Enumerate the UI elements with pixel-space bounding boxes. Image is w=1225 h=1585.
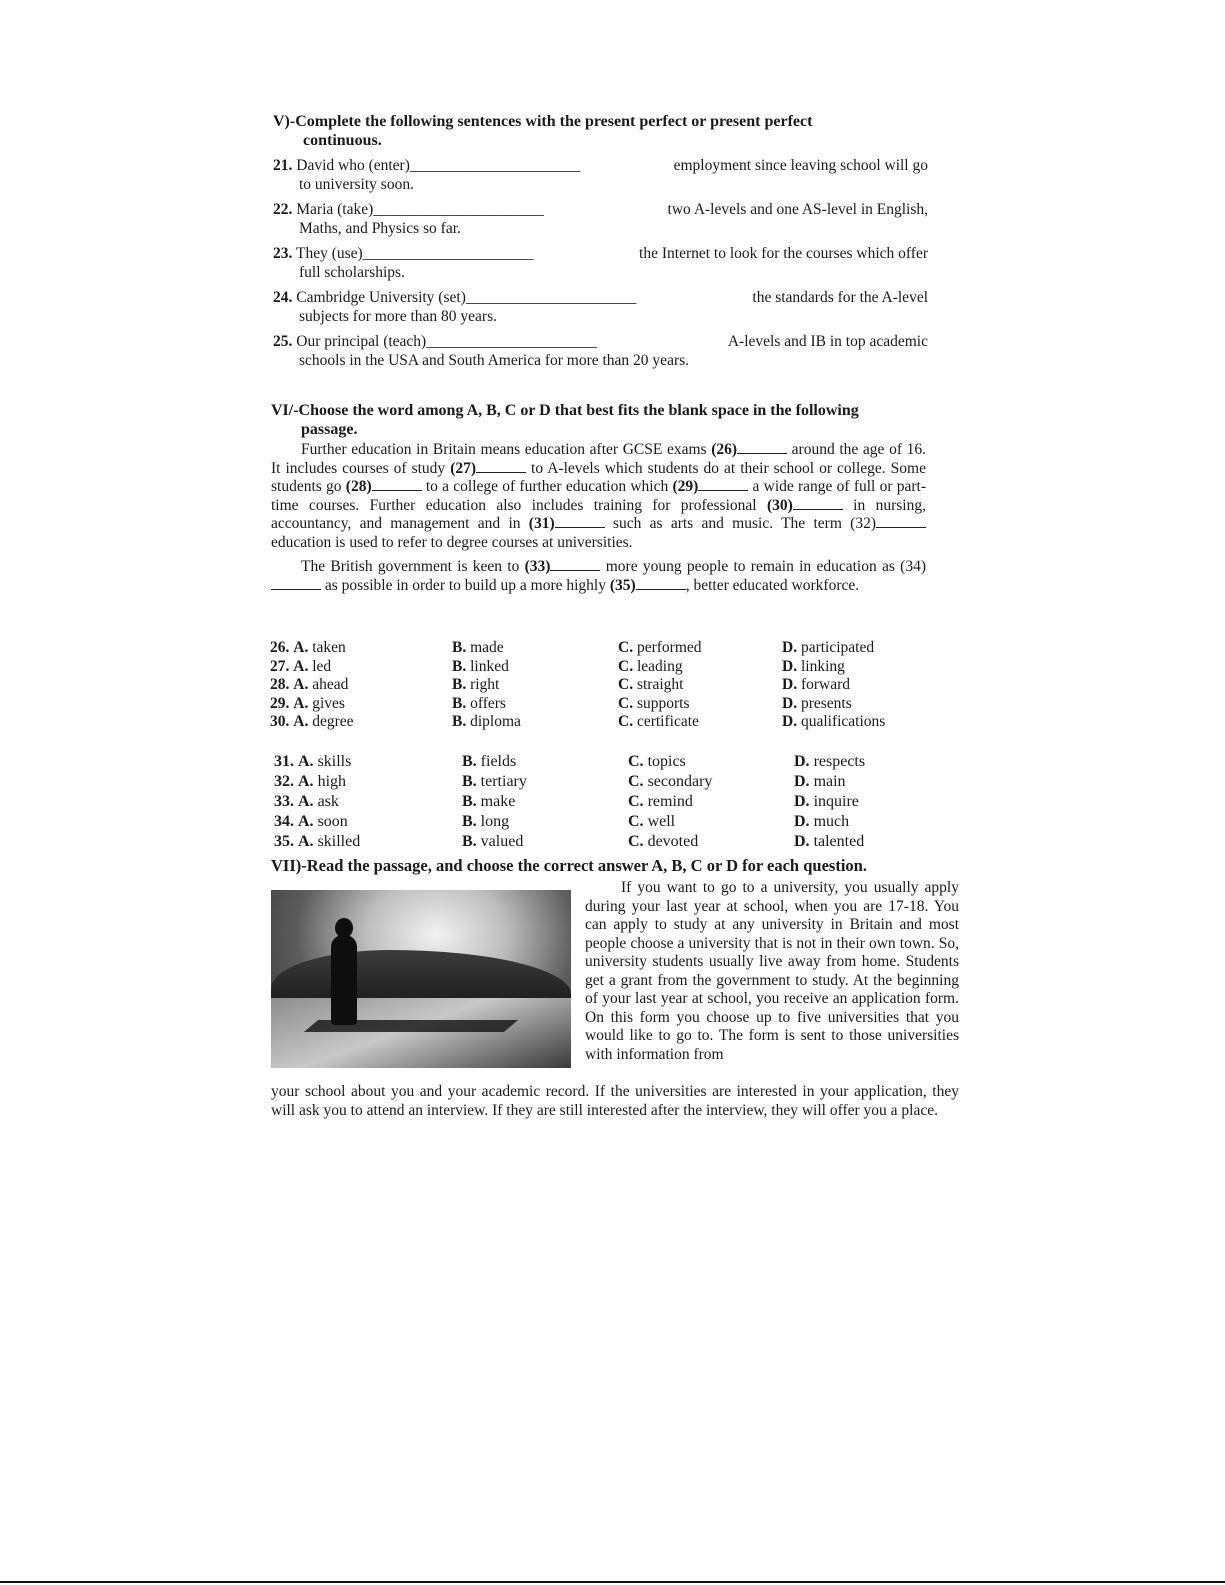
option-letter: A.	[298, 793, 314, 810]
section-vi-title	[271, 401, 926, 439]
section-v-title-line1: V)-Complete the following sentences with the present perfect or present perfect	[273, 113, 813, 130]
option-text: A. high	[298, 773, 347, 790]
option-a[interactable]	[270, 658, 452, 677]
option-text: A. led	[293, 657, 332, 675]
option-b[interactable]	[452, 713, 618, 732]
blank-label-26: (26)	[711, 441, 738, 458]
sentence-line	[273, 288, 928, 307]
options-table-31-35	[274, 753, 865, 853]
blank-34[interactable]	[271, 577, 321, 590]
option-letter: B.	[462, 833, 477, 850]
blank-label-32: (32)	[850, 515, 876, 532]
passage-text: in nursing, accountancy, and management and in	[271, 496, 926, 532]
passage-paragraph-1	[271, 441, 926, 552]
options-group-31-35	[274, 753, 865, 853]
option-c[interactable]	[618, 658, 782, 677]
option-letter: D.	[794, 813, 810, 830]
section-vii-heading: VII)-Read the passage, and choose the correct answer A, B, C or D for each question.	[271, 856, 867, 875]
option-b[interactable]	[452, 639, 618, 658]
sentence-rest: A-levels and IB in top academic	[727, 333, 928, 350]
sentence-line	[273, 332, 928, 351]
option-text: C. remind	[628, 793, 693, 810]
passage-text: to A-levels which students do at their school or college. Some students go	[271, 459, 926, 495]
option-letter: D.	[794, 833, 810, 850]
photo-walker	[331, 935, 357, 1025]
option-row	[270, 676, 885, 695]
section-vi-title-line2: passage.	[301, 421, 358, 438]
section-v-items	[273, 156, 928, 370]
option-row	[274, 813, 865, 833]
sentence-continuation: schools in the USA and South America for more than 20 years.	[299, 352, 690, 369]
sentence-continuation: full scholarships.	[299, 264, 405, 281]
passage-text: more young people to remain in education as	[600, 558, 901, 575]
option-b[interactable]	[462, 753, 628, 773]
option-text: A. skills	[298, 753, 352, 770]
option-text: D. main	[794, 773, 846, 790]
sentence-line	[273, 200, 928, 219]
blank-33[interactable]	[550, 558, 600, 571]
option-text: D. respects	[794, 753, 866, 770]
item-number: 22.	[273, 201, 293, 218]
blank-31[interactable]	[555, 515, 605, 528]
blank-label-35: (35)	[609, 576, 636, 594]
option-b[interactable]	[452, 676, 618, 695]
option-a[interactable]	[274, 833, 462, 853]
student-walking-photo	[271, 890, 571, 1068]
option-letter: D.	[782, 694, 798, 712]
question-number: 35.	[274, 833, 294, 850]
reading-side-text	[585, 879, 959, 1064]
option-d[interactable]	[794, 753, 865, 773]
option-c[interactable]	[628, 793, 794, 813]
option-a[interactable]	[270, 639, 452, 658]
reading-paragraph-part1: If you want to go to a university, you usually apply during your last year at school, when you are 17-18. You can apply to study at any university in Britain and most people choose a university that is not in their own town. So, university students usually live away from home. Students get a grant from the government to study. At the beginning of your last year at school, you receive an application form. On this form you choose up to five universities that you would like to go to. The form is sent to those universities with information from	[585, 879, 959, 1063]
passage-text: , better educated workforce.	[685, 576, 860, 594]
question-number: 26.	[270, 639, 290, 656]
item-number: 21.	[273, 157, 293, 174]
option-letter: C.	[628, 793, 644, 810]
option-b[interactable]	[462, 793, 628, 813]
option-text: B. fields	[462, 753, 517, 770]
sentence-item	[273, 332, 928, 370]
option-letter: D.	[782, 657, 798, 675]
option-row	[270, 695, 885, 714]
option-text: D. much	[794, 813, 850, 830]
blank-label-29: (29)	[672, 478, 699, 495]
option-letter: D.	[794, 753, 810, 770]
sentence-rest: the Internet to look for the courses which offer	[639, 245, 928, 262]
option-text: C. well	[628, 813, 676, 830]
option-letter: A.	[293, 713, 309, 730]
sentence-line	[273, 156, 928, 175]
question-number: 27.	[270, 657, 290, 675]
option-letter: B.	[462, 753, 477, 770]
section-v	[273, 112, 928, 370]
blank-27[interactable]	[476, 460, 526, 473]
passage-text: a wide range of full or part-time courses. Further education also includes training for professional	[271, 478, 926, 514]
option-letter: A.	[293, 639, 309, 656]
option-text: A. degree	[293, 713, 354, 730]
sentence-continuation: to university soon.	[299, 176, 414, 193]
option-row	[274, 773, 865, 793]
blank-label-28: (28)	[345, 478, 372, 495]
option-letter: A.	[298, 773, 314, 790]
reading-paragraph-part2: your school about you and your academic record. If the universities are interested in your application, they will ask you to attend an interview. If they are still interested after the interview, they will offer you a place.	[271, 1083, 959, 1119]
option-letter: D.	[794, 773, 810, 790]
option-c[interactable]	[618, 713, 782, 732]
option-text: D. participated	[782, 639, 875, 656]
option-a[interactable]	[274, 753, 462, 773]
option-letter: C.	[628, 773, 644, 790]
option-b[interactable]	[452, 658, 618, 677]
option-d[interactable]	[794, 833, 865, 853]
section-vi-title-line1: VI/-Choose the word among A, B, C or D that best fits the blank space in the following	[271, 402, 859, 419]
option-d[interactable]	[794, 773, 865, 793]
passage-text: education is used to refer to degree courses at universities.	[271, 533, 633, 551]
option-d[interactable]	[782, 639, 885, 658]
option-text: C. secondary	[628, 773, 713, 790]
option-text: B. valued	[462, 833, 524, 850]
reading-bottom-text	[271, 1083, 959, 1120]
sentence-item	[273, 288, 928, 326]
option-letter: C.	[618, 657, 634, 675]
option-letter: A.	[293, 694, 309, 712]
option-c[interactable]	[628, 833, 794, 853]
option-text: D. presents	[782, 694, 852, 712]
option-row	[274, 753, 865, 773]
sentence-continuation: subjects for more than 80 years.	[299, 308, 497, 325]
option-row	[274, 793, 865, 813]
option-letter: D.	[782, 713, 798, 730]
option-row	[270, 658, 885, 677]
option-letter: C.	[618, 694, 634, 712]
option-text: B. made	[452, 639, 504, 656]
option-text: C. devoted	[628, 833, 699, 850]
option-letter: D.	[794, 793, 810, 810]
sentence-rest: two A-levels and one AS-level in English,	[667, 201, 928, 218]
item-number: 25.	[273, 333, 293, 350]
option-text: B. tertiary	[462, 773, 527, 790]
option-b[interactable]	[462, 833, 628, 853]
option-letter: B.	[462, 773, 477, 790]
option-letter: B.	[462, 813, 477, 830]
option-letter: A.	[298, 753, 314, 770]
sentence-item	[273, 156, 928, 194]
option-text: C. supports	[618, 694, 690, 712]
option-text: B. offers	[452, 694, 506, 712]
sentence-prompt: Maria (take)______________________	[296, 201, 544, 218]
option-text: A. ask	[298, 793, 339, 810]
option-text: A. ahead	[293, 676, 349, 693]
option-c[interactable]	[628, 753, 794, 773]
sentence-item	[273, 200, 928, 238]
option-row	[274, 833, 865, 853]
option-b[interactable]	[452, 695, 618, 714]
question-number: 30.	[270, 713, 290, 730]
option-d[interactable]	[794, 793, 865, 813]
option-a[interactable]	[270, 713, 452, 732]
option-letter: D.	[782, 639, 798, 656]
item-number: 23.	[273, 245, 293, 262]
option-text: C. straight	[618, 676, 684, 693]
options-group-26-30	[270, 639, 885, 732]
option-letter: C.	[618, 639, 634, 656]
option-letter: A.	[298, 833, 314, 850]
option-a[interactable]	[274, 793, 462, 813]
blank-label-33: (33)	[524, 558, 551, 575]
option-row	[270, 639, 885, 658]
option-letter: B.	[452, 694, 467, 712]
blank-30[interactable]	[793, 497, 843, 510]
option-b[interactable]	[462, 813, 628, 833]
blank-label-27: (27)	[450, 459, 477, 477]
options-table-26-30	[270, 639, 885, 732]
option-text: C. topics	[628, 753, 686, 770]
sentence-continuation: Maths, and Physics so far.	[299, 220, 461, 237]
page-bottom-border	[0, 1581, 1225, 1583]
option-text: A. taken	[293, 639, 346, 656]
passage-text: around the age of 16. It includes courses of study	[271, 441, 926, 477]
section-v-title-line2: continuous.	[303, 132, 382, 149]
option-letter: B.	[452, 676, 467, 693]
question-number: 28.	[270, 676, 290, 693]
option-c[interactable]	[628, 813, 794, 833]
option-a[interactable]	[270, 676, 452, 695]
option-letter: D.	[782, 676, 798, 693]
option-letter: C.	[618, 713, 634, 730]
blank-35[interactable]	[636, 577, 686, 590]
option-text: B. diploma	[452, 713, 521, 730]
blank-label-34: (34)	[900, 558, 926, 575]
blank-29[interactable]	[698, 478, 748, 491]
option-text: B. long	[462, 813, 510, 830]
sentence-prompt: David who (enter)______________________	[296, 157, 581, 174]
passage-text: to a college of further education which	[421, 478, 673, 495]
option-a[interactable]	[270, 695, 452, 714]
question-number: 34.	[274, 813, 294, 830]
option-letter: A.	[298, 813, 314, 830]
sentence-prompt: Cambridge University (set)______________________	[296, 289, 637, 306]
sentence-rest: employment since leaving school will go	[673, 157, 928, 174]
sentence-start	[273, 244, 533, 263]
option-letter: A.	[293, 657, 309, 675]
option-text: C. certificate	[618, 713, 699, 730]
option-letter: B.	[452, 657, 467, 675]
photo-ground	[271, 998, 571, 1068]
passage-paragraph-2	[271, 558, 926, 595]
question-number: 33.	[274, 793, 294, 810]
option-b[interactable]	[462, 773, 628, 793]
option-text: A. soon	[298, 813, 348, 830]
option-a[interactable]	[274, 813, 462, 833]
option-text: C. performed	[618, 639, 702, 656]
option-d[interactable]	[782, 713, 885, 732]
sentence-start	[273, 332, 597, 351]
option-text: B. linked	[452, 657, 509, 675]
option-text: B. make	[462, 793, 516, 810]
option-a[interactable]	[274, 773, 462, 793]
sentence-start	[273, 156, 580, 175]
option-d[interactable]	[782, 658, 885, 677]
option-text: A. gives	[293, 694, 345, 712]
passage-text: The British government is keen to	[301, 558, 525, 575]
sentence-start	[273, 288, 636, 307]
option-text: C. leading	[618, 657, 683, 675]
option-c[interactable]	[618, 695, 782, 714]
option-d[interactable]	[782, 695, 885, 714]
option-text: A. skilled	[298, 833, 361, 850]
option-c[interactable]	[618, 639, 782, 658]
option-d[interactable]	[782, 676, 885, 695]
option-text: D. qualifications	[782, 713, 886, 730]
section-v-title	[273, 112, 928, 150]
option-text: D. linking	[782, 657, 845, 675]
option-c[interactable]	[628, 773, 794, 793]
option-letter: C.	[628, 753, 644, 770]
sentence-prompt: Our principal (teach)______________________	[296, 333, 597, 350]
sentence-rest: the standards for the A-level	[752, 289, 928, 306]
passage-text: as possible in order to build up a more highly	[321, 576, 610, 594]
section-vii-title	[271, 856, 971, 875]
option-letter: B.	[452, 713, 467, 730]
blank-28[interactable]	[372, 478, 422, 491]
option-text: D. talented	[794, 833, 865, 850]
sentence-prompt: They (use)______________________	[295, 245, 534, 262]
blank-26[interactable]	[737, 441, 787, 454]
option-text: D. forward	[782, 676, 851, 693]
option-letter: C.	[628, 833, 644, 850]
passage-text: such as arts and music. The term	[604, 515, 851, 532]
option-letter: B.	[452, 639, 467, 656]
option-text: D. inquire	[794, 793, 859, 810]
blank-label-31: (31)	[528, 515, 555, 532]
option-c[interactable]	[618, 676, 782, 695]
question-number: 32.	[274, 773, 294, 790]
option-row	[270, 713, 885, 732]
blank-label-30: (30)	[766, 496, 793, 514]
option-text: B. right	[452, 676, 500, 693]
item-number: 24.	[273, 289, 293, 306]
option-d[interactable]	[794, 813, 865, 833]
option-letter: C.	[618, 676, 634, 693]
sentence-line	[273, 244, 928, 263]
blank-32[interactable]	[876, 515, 926, 528]
sentence-start	[273, 200, 544, 219]
option-letter: A.	[293, 676, 309, 693]
passage-text: Further education in Britain means education after GCSE exams	[301, 441, 712, 458]
option-letter: C.	[628, 813, 644, 830]
question-number: 31.	[274, 753, 294, 770]
photo-trees	[271, 950, 571, 1005]
question-number: 29.	[270, 694, 290, 712]
section-vi	[271, 401, 926, 595]
section-vi-passage	[271, 441, 926, 595]
option-letter: B.	[462, 793, 477, 810]
sentence-item	[273, 244, 928, 282]
